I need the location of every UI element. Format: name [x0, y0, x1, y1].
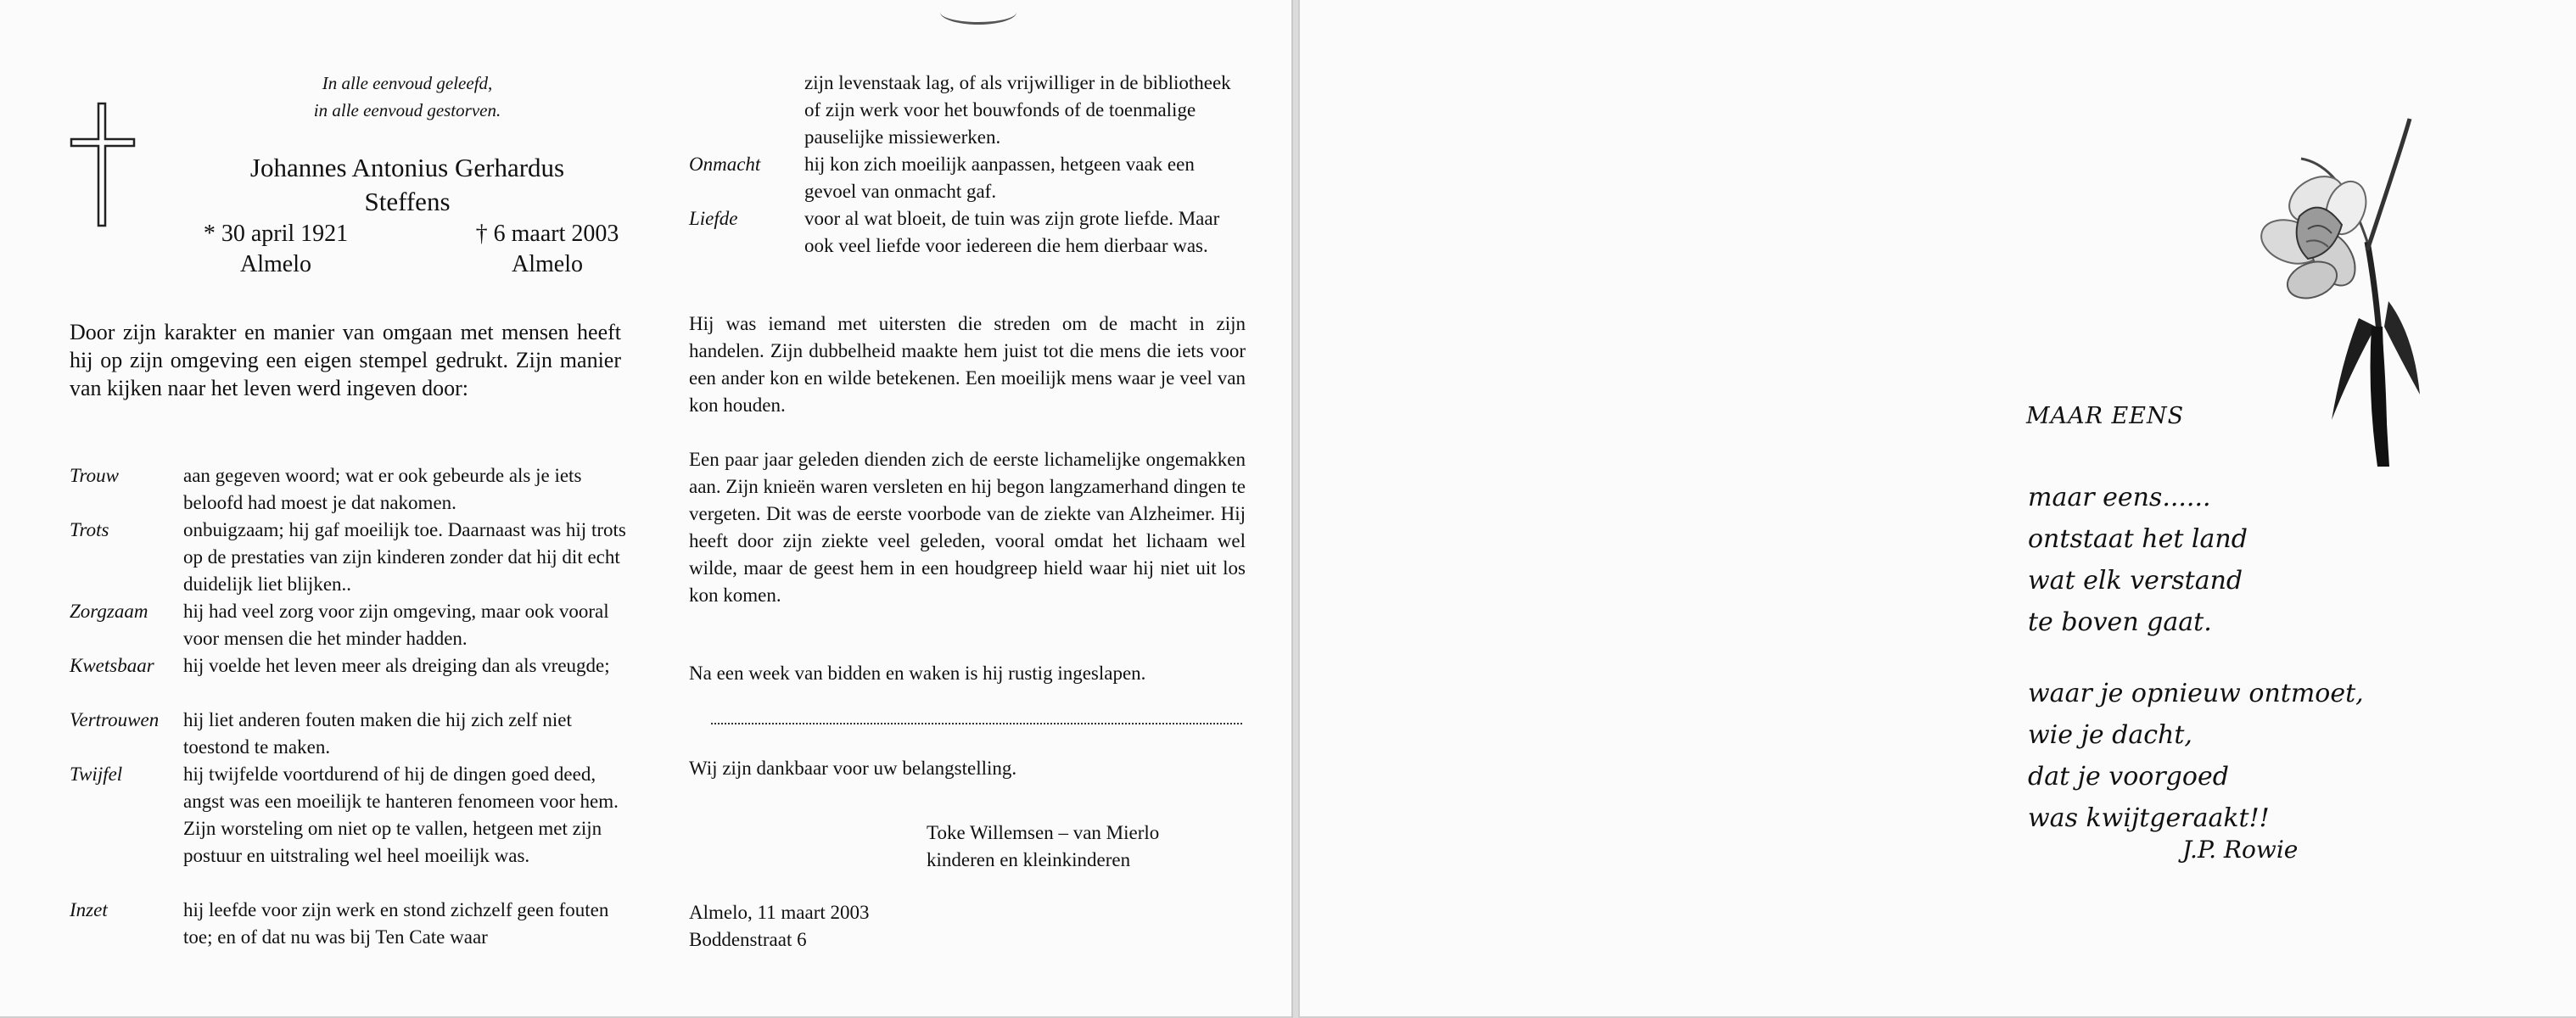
trait-term: Trouw [70, 465, 119, 486]
trait-term: Vertrouwen [70, 709, 160, 730]
birth-place: Almelo [240, 251, 311, 277]
death-place: Almelo [512, 251, 583, 277]
signature-line-1: Toke Willemsen – van Mierlo [927, 822, 1160, 843]
passing-paragraph: Na een week van bidden en waken is hij rustig ingeslapen. [689, 663, 1146, 684]
trait-row [70, 598, 630, 652]
place-date-address [689, 899, 1028, 954]
poem-line: dat je voorgoed [2028, 762, 2229, 791]
death-info [441, 219, 653, 280]
poem-line: wat elk verstand [2028, 566, 2243, 596]
traits-list [70, 462, 630, 951]
poem-line: wie je dacht, [2028, 720, 2192, 750]
trait-term: Liefde [689, 208, 738, 229]
poem-line: maar eens...... [2028, 483, 2211, 512]
trait-text: hij liet anderen fouten maken die hij zich zelf niet toestond te maken. [183, 709, 572, 758]
trait-row [70, 462, 630, 517]
dotted-divider [711, 723, 1242, 724]
trait-text: hij twijfelde voortdurend of hij de dingen goed deed, angst was een moeilijk te hanteren fenomeen voor hem. Zijn worsteling om niet op te vallen, hetgeen met zijn postuur en uitstraling wel heel moeilijk was. [183, 764, 619, 866]
trait-row [70, 517, 630, 598]
poem-line: te boven gaat. [2028, 607, 2212, 637]
trait-row [70, 761, 630, 897]
trait-term: Twijfel [70, 764, 123, 785]
trait-text: hij had veel zorg voor zijn omgeving, maar ook vooral voor mensen die het minder hadden. [183, 601, 609, 649]
trait-term: Trots [70, 519, 109, 540]
continuation-text: zijn levenstaak lag, of als vrijwilliger in de bibliotheek of zijn werk voor het bouwfonds of de toenmalige pauselijke missiewerken. [804, 72, 1231, 148]
address: Boddenstraat 6 [689, 929, 807, 950]
motto-line: In alle eenvoud geleefd, [322, 73, 493, 93]
trait-row [689, 205, 1249, 287]
character-paragraph: Hij was iemand met uitersten die streden om de macht in zijn handelen. Zijn dubbelheid maakte hem juist tot die mens die iets voor een ander kon en wilde betekenen. Een moeilijk mens waar je veel van kon houden. [689, 313, 1246, 416]
trait-text: hij kon zich moeilijk aanpassen, hetgeen vaak een gevoel van onmacht gaf. [804, 154, 1195, 202]
poem-stanza-1 [2028, 477, 2248, 643]
name-line-2: Steffens [364, 187, 451, 216]
trait-text: hij leefde voor zijn werk en stond zichzelf geen fouten toe; en of dat nu was bij Ten Cate waar [183, 899, 609, 948]
signature-line-2: kinderen en kleinkinderen [927, 849, 1131, 870]
trait-term: Onmacht [689, 154, 761, 175]
cross-icon [70, 102, 137, 229]
birth-info [170, 219, 382, 280]
trait-text: aan gegeven woord; wat er ook gebeurde als je iets beloofd had moest je dat nakomen. [183, 465, 582, 513]
motto [255, 70, 560, 124]
trait-text: hij voelde het leven meer als dreiging dan als vreugde; [183, 655, 610, 676]
poem-line: ontstaat het land [2028, 524, 2248, 554]
signature [927, 819, 1249, 874]
illness-paragraph: Een paar jaar geleden dienden zich de eerste lichamelijke ongemakken aan. Zijn knieën waren versleten en hij begon langzamerhand dingen te vergeten. Dit was de eerste voorbode van de ziekte van Alzheimer. Hij heeft door zijn ziekte veel geleden, vooral omdat het lichaam wel wilde, maar de geest hem in een houdgreep hield waar hij niet uit los kon komen. [689, 449, 1246, 606]
card-fold-notch [940, 0, 1016, 25]
trait-row [689, 151, 1249, 205]
thanks-text: Wij zijn dankbaar voor uw belangstelling. [689, 758, 1017, 779]
poem-author: J.P. Rowie [2182, 836, 2299, 864]
poem-title: MAAR EENS [2026, 403, 2185, 429]
intro-paragraph: Door zijn karakter en manier van omgaan met mensen heeft hij op zijn omgeving een eigen stempel gedrukt. Zijn manier van kijken naar het leven werd ingeven door: [70, 320, 621, 400]
deceased-name [187, 151, 628, 219]
birth-date: * 30 april 1921 [203, 221, 349, 247]
name-line-1: Johannes Antonius Gerhardus [249, 153, 565, 182]
trait-text: onbuigzaam; hij gaf moeilijk toe. Daarnaast was hij trots op de prestaties van zijn kinderen zonder dat hij dit echt duidelijk liet blijken.. [183, 519, 626, 595]
death-date: † 6 maart 2003 [475, 221, 619, 247]
trait-text: voor al wat bloeit, de tuin was zijn grote liefde. Maar ook veel liefde voor iedereen die hem dierbaar was. [804, 208, 1220, 256]
trait-term: Kwetsbaar [70, 655, 154, 676]
trait-term: Inzet [70, 899, 108, 920]
poem-line: waar je opnieuw ontmoet, [2028, 679, 2364, 708]
trait-row [70, 652, 630, 707]
trait-row [70, 707, 630, 761]
trait-row [70, 897, 630, 951]
trait-term: Zorgzaam [70, 601, 148, 622]
poem-stanza-2 [2028, 673, 2364, 839]
daffodil-icon [2240, 115, 2435, 471]
poem-line: was kwijtgeraakt!! [2028, 803, 2270, 833]
motto-line: in alle eenvoud gestorven. [313, 100, 501, 120]
traits-list-continued [689, 151, 1249, 287]
place-date: Almelo, 11 maart 2003 [689, 902, 870, 923]
